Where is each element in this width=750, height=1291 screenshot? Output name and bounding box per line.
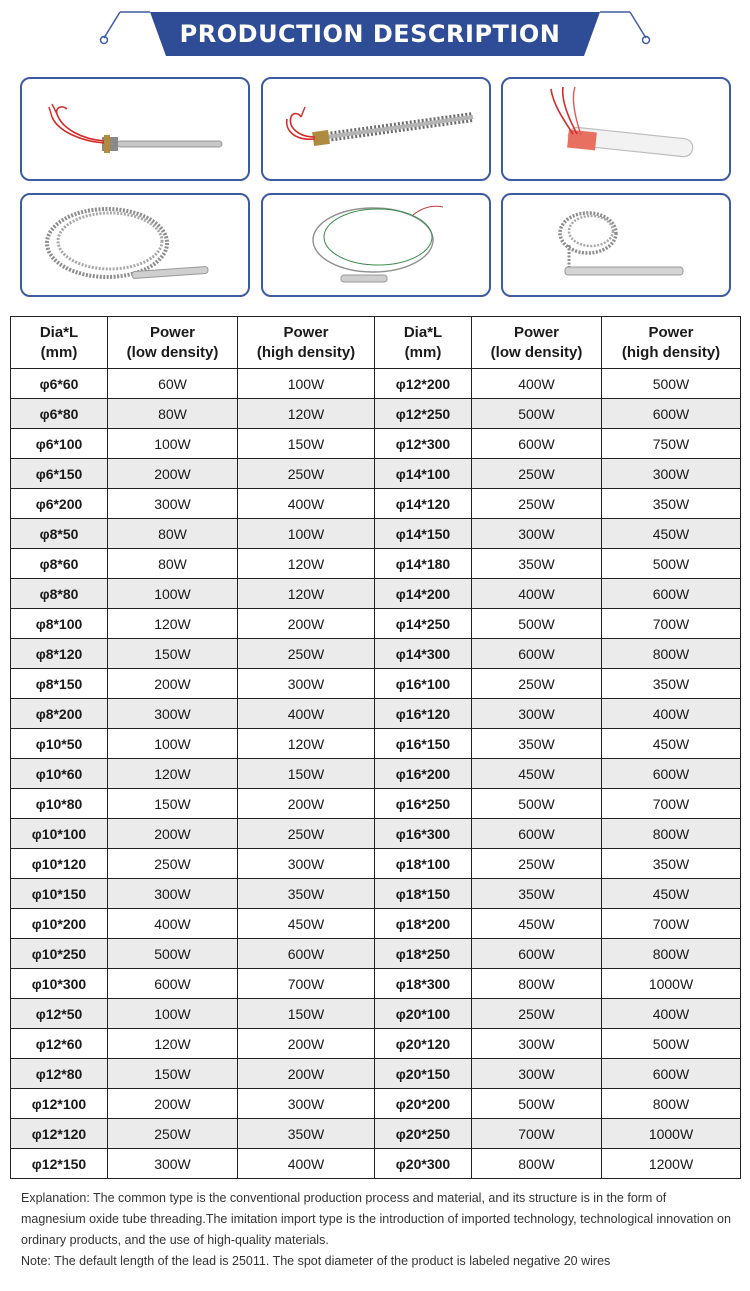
dia-length-cell: φ20*200 xyxy=(375,1089,472,1119)
power-low-cell: 200W xyxy=(108,669,238,699)
power-high-cell: 150W xyxy=(238,999,375,1029)
table-row xyxy=(11,1089,741,1119)
power-high-cell: 400W xyxy=(238,1149,375,1179)
power-low-cell: 800W xyxy=(472,969,602,999)
power-high-cell: 350W xyxy=(238,1119,375,1149)
dia-length-cell: φ14*250 xyxy=(375,609,472,639)
table-row xyxy=(11,609,741,639)
explanation-text: Explanation: The common type is the conventional production process and material, and its structure is in the form of magnesium oxide tube threading.The imitation import type is the introduction of imported technology, technological innovation on ordinary products, and the use of high-quality materials. xyxy=(21,1191,731,1247)
power-high-cell: 450W xyxy=(602,519,741,549)
notes-section xyxy=(21,1188,733,1272)
column-header-4 xyxy=(375,317,472,369)
power-high-cell: 300W xyxy=(238,1089,375,1119)
table-body xyxy=(11,369,741,1179)
dia-length-cell: φ8*150 xyxy=(11,669,108,699)
column-header-line: Dia*L xyxy=(39,323,79,341)
power-high-cell: 250W xyxy=(238,459,375,489)
power-high-cell: 800W xyxy=(602,939,741,969)
dia-length-cell: φ10*80 xyxy=(11,789,108,819)
power-low-cell: 150W xyxy=(108,639,238,669)
dia-length-cell: φ12*200 xyxy=(375,369,472,399)
column-header-6 xyxy=(602,317,741,369)
power-high-cell: 200W xyxy=(238,789,375,819)
dia-length-cell: φ14*200 xyxy=(375,579,472,609)
power-high-cell: 300W xyxy=(238,669,375,699)
power-high-cell: 1200W xyxy=(602,1149,741,1179)
power-low-cell: 80W xyxy=(108,549,238,579)
power-high-cell: 400W xyxy=(238,699,375,729)
column-header-line: (mm) xyxy=(404,343,442,361)
product-image-6 xyxy=(501,193,731,297)
dia-length-cell: φ8*80 xyxy=(11,579,108,609)
table-row xyxy=(11,1149,741,1179)
dia-length-cell: φ10*50 xyxy=(11,729,108,759)
power-high-cell: 100W xyxy=(238,369,375,399)
power-high-cell: 600W xyxy=(602,399,741,429)
power-high-cell: 750W xyxy=(602,429,741,459)
column-header-line: (high density) xyxy=(621,343,721,361)
dia-length-cell: φ20*120 xyxy=(375,1029,472,1059)
table-row xyxy=(11,1059,741,1089)
column-header-line: Dia*L xyxy=(403,323,443,341)
power-high-cell: 200W xyxy=(238,609,375,639)
table-row xyxy=(11,369,741,399)
power-high-cell: 350W xyxy=(238,879,375,909)
dia-length-cell: φ6*150 xyxy=(11,459,108,489)
power-high-cell: 250W xyxy=(238,639,375,669)
dia-length-cell: φ14*180 xyxy=(375,549,472,579)
dia-length-cell: φ14*300 xyxy=(375,639,472,669)
table-row xyxy=(11,579,741,609)
dia-length-cell: φ16*250 xyxy=(375,789,472,819)
power-low-cell: 600W xyxy=(472,639,602,669)
power-low-cell: 600W xyxy=(472,429,602,459)
dia-length-cell: φ8*60 xyxy=(11,549,108,579)
table-row xyxy=(11,999,741,1029)
table-row xyxy=(11,429,741,459)
table-row xyxy=(11,639,741,669)
table-row xyxy=(11,729,741,759)
power-low-cell: 200W xyxy=(108,819,238,849)
power-high-cell: 700W xyxy=(602,789,741,819)
power-low-cell: 200W xyxy=(108,459,238,489)
table-row xyxy=(11,759,741,789)
power-low-cell: 700W xyxy=(472,1119,602,1149)
dia-length-cell: φ6*100 xyxy=(11,429,108,459)
power-low-cell: 250W xyxy=(472,459,602,489)
power-high-cell: 350W xyxy=(602,669,741,699)
dia-length-cell: φ12*150 xyxy=(11,1149,108,1179)
power-low-cell: 100W xyxy=(108,579,238,609)
power-high-cell: 120W xyxy=(238,579,375,609)
dia-length-cell: φ14*120 xyxy=(375,489,472,519)
dia-length-cell: φ12*250 xyxy=(375,399,472,429)
power-low-cell: 300W xyxy=(472,519,602,549)
column-header-line: Power xyxy=(648,323,694,341)
power-low-cell: 600W xyxy=(472,939,602,969)
product-image-3 xyxy=(501,77,731,181)
banner-title: PRODUCTION DESCRIPTION xyxy=(179,20,561,48)
note-text: Note: The default length of the lead is 25011. The spot diameter of the product is labeled negative 20 wires xyxy=(21,1254,611,1268)
product-image-4 xyxy=(20,193,250,297)
power-low-cell: 80W xyxy=(108,519,238,549)
column-header-line: Power xyxy=(149,323,195,341)
power-low-cell: 800W xyxy=(472,1149,602,1179)
power-high-cell: 150W xyxy=(238,759,375,789)
table-row xyxy=(11,669,741,699)
dia-length-cell: φ12*100 xyxy=(11,1089,108,1119)
dia-length-cell: φ18*250 xyxy=(375,939,472,969)
dia-length-cell: φ6*60 xyxy=(11,369,108,399)
dia-length-cell: φ6*200 xyxy=(11,489,108,519)
column-header-line: (mm) xyxy=(40,343,78,361)
column-header-line: Power xyxy=(283,323,329,341)
power-high-cell: 700W xyxy=(602,609,741,639)
power-high-cell: 400W xyxy=(602,999,741,1029)
section-banner xyxy=(0,0,750,68)
power-low-cell: 250W xyxy=(472,489,602,519)
column-header-line: (high density) xyxy=(256,343,356,361)
power-low-cell: 120W xyxy=(108,609,238,639)
power-low-cell: 250W xyxy=(472,849,602,879)
dia-length-cell: φ10*60 xyxy=(11,759,108,789)
dia-length-cell: φ8*50 xyxy=(11,519,108,549)
power-high-cell: 400W xyxy=(602,699,741,729)
power-high-cell: 1000W xyxy=(602,969,741,999)
power-low-cell: 250W xyxy=(108,1119,238,1149)
dia-length-cell: φ10*300 xyxy=(11,969,108,999)
power-high-cell: 600W xyxy=(238,939,375,969)
power-low-cell: 300W xyxy=(472,1059,602,1089)
dia-length-cell: φ8*120 xyxy=(11,639,108,669)
dia-length-cell: φ12*50 xyxy=(11,999,108,1029)
dia-length-cell: φ10*150 xyxy=(11,879,108,909)
table-row xyxy=(11,879,741,909)
power-low-cell: 500W xyxy=(472,1089,602,1119)
dia-length-cell: φ12*80 xyxy=(11,1059,108,1089)
power-high-cell: 450W xyxy=(602,729,741,759)
power-low-cell: 60W xyxy=(108,369,238,399)
column-header-line: Power xyxy=(513,323,559,341)
dia-length-cell: φ16*120 xyxy=(375,699,472,729)
power-high-cell: 300W xyxy=(602,459,741,489)
power-high-cell: 800W xyxy=(602,819,741,849)
power-low-cell: 100W xyxy=(108,729,238,759)
dia-length-cell: φ16*150 xyxy=(375,729,472,759)
column-header-1 xyxy=(11,317,108,369)
product-image-1 xyxy=(20,77,250,181)
table-row xyxy=(11,399,741,429)
table-row xyxy=(11,939,741,969)
power-low-cell: 400W xyxy=(108,909,238,939)
power-high-cell: 500W xyxy=(602,549,741,579)
power-low-cell: 500W xyxy=(472,609,602,639)
power-low-cell: 400W xyxy=(472,579,602,609)
table-row xyxy=(11,519,741,549)
column-header-line: (low density) xyxy=(490,343,583,361)
dia-length-cell: φ20*250 xyxy=(375,1119,472,1149)
dia-length-cell: φ10*100 xyxy=(11,819,108,849)
power-low-cell: 500W xyxy=(472,399,602,429)
table-row xyxy=(11,699,741,729)
power-high-cell: 600W xyxy=(602,1059,741,1089)
dia-length-cell: φ12*120 xyxy=(11,1119,108,1149)
power-low-cell: 450W xyxy=(472,759,602,789)
power-low-cell: 100W xyxy=(108,429,238,459)
dia-length-cell: φ18*300 xyxy=(375,969,472,999)
column-header-3 xyxy=(238,317,375,369)
power-low-cell: 120W xyxy=(108,1029,238,1059)
table-row xyxy=(11,969,741,999)
product-image-5 xyxy=(261,193,491,297)
table-row xyxy=(11,489,741,519)
dia-length-cell: φ8*100 xyxy=(11,609,108,639)
power-low-cell: 500W xyxy=(472,789,602,819)
power-low-cell: 150W xyxy=(108,1059,238,1089)
column-header-5 xyxy=(472,317,602,369)
power-high-cell: 500W xyxy=(602,1029,741,1059)
dia-length-cell: φ10*250 xyxy=(11,939,108,969)
power-low-cell: 300W xyxy=(472,1029,602,1059)
power-high-cell: 700W xyxy=(238,969,375,999)
dia-length-cell: φ8*200 xyxy=(11,699,108,729)
power-low-cell: 600W xyxy=(108,969,238,999)
dia-length-cell: φ6*80 xyxy=(11,399,108,429)
power-high-cell: 350W xyxy=(602,489,741,519)
power-low-cell: 150W xyxy=(108,789,238,819)
power-low-cell: 300W xyxy=(108,879,238,909)
dia-length-cell: φ20*150 xyxy=(375,1059,472,1089)
dia-length-cell: φ12*60 xyxy=(11,1029,108,1059)
power-low-cell: 300W xyxy=(108,1149,238,1179)
table-row xyxy=(11,819,741,849)
power-high-cell: 700W xyxy=(602,909,741,939)
power-high-cell: 800W xyxy=(602,639,741,669)
column-header-2 xyxy=(108,317,238,369)
table-row xyxy=(11,909,741,939)
table-row xyxy=(11,1119,741,1149)
product-image-2 xyxy=(261,77,491,181)
specification-table xyxy=(10,316,741,1179)
power-high-cell: 100W xyxy=(238,519,375,549)
power-high-cell: 600W xyxy=(602,759,741,789)
power-low-cell: 300W xyxy=(472,699,602,729)
power-low-cell: 300W xyxy=(108,699,238,729)
dia-length-cell: φ20*100 xyxy=(375,999,472,1029)
table-row xyxy=(11,549,741,579)
power-high-cell: 200W xyxy=(238,1059,375,1089)
dia-length-cell: φ10*120 xyxy=(11,849,108,879)
power-high-cell: 250W xyxy=(238,819,375,849)
table-row xyxy=(11,1029,741,1059)
dia-length-cell: φ18*100 xyxy=(375,849,472,879)
power-high-cell: 300W xyxy=(238,849,375,879)
dia-length-cell: φ12*300 xyxy=(375,429,472,459)
column-header-line: (low density) xyxy=(126,343,219,361)
dia-length-cell: φ20*300 xyxy=(375,1149,472,1179)
power-high-cell: 120W xyxy=(238,549,375,579)
dia-length-cell: φ14*150 xyxy=(375,519,472,549)
power-low-cell: 400W xyxy=(472,369,602,399)
power-low-cell: 250W xyxy=(472,999,602,1029)
power-low-cell: 200W xyxy=(108,1089,238,1119)
dia-length-cell: φ18*200 xyxy=(375,909,472,939)
power-low-cell: 450W xyxy=(472,909,602,939)
table-header-row xyxy=(11,317,741,369)
power-high-cell: 600W xyxy=(602,579,741,609)
power-low-cell: 500W xyxy=(108,939,238,969)
power-high-cell: 450W xyxy=(238,909,375,939)
table-row xyxy=(11,849,741,879)
power-high-cell: 450W xyxy=(602,879,741,909)
power-low-cell: 120W xyxy=(108,759,238,789)
power-low-cell: 350W xyxy=(472,729,602,759)
power-high-cell: 400W xyxy=(238,489,375,519)
table-row xyxy=(11,459,741,489)
power-low-cell: 100W xyxy=(108,999,238,1029)
power-high-cell: 800W xyxy=(602,1089,741,1119)
dia-length-cell: φ10*200 xyxy=(11,909,108,939)
power-low-cell: 250W xyxy=(472,669,602,699)
power-low-cell: 300W xyxy=(108,489,238,519)
power-low-cell: 350W xyxy=(472,879,602,909)
power-low-cell: 250W xyxy=(108,849,238,879)
power-high-cell: 500W xyxy=(602,369,741,399)
dia-length-cell: φ16*300 xyxy=(375,819,472,849)
dia-length-cell: φ16*200 xyxy=(375,759,472,789)
dia-length-cell: φ18*150 xyxy=(375,879,472,909)
power-high-cell: 1000W xyxy=(602,1119,741,1149)
power-low-cell: 80W xyxy=(108,399,238,429)
power-low-cell: 600W xyxy=(472,819,602,849)
dia-length-cell: φ14*100 xyxy=(375,459,472,489)
power-high-cell: 120W xyxy=(238,399,375,429)
power-high-cell: 120W xyxy=(238,729,375,759)
power-high-cell: 200W xyxy=(238,1029,375,1059)
dia-length-cell: φ16*100 xyxy=(375,669,472,699)
power-high-cell: 350W xyxy=(602,849,741,879)
table-row xyxy=(11,789,741,819)
power-low-cell: 350W xyxy=(472,549,602,579)
power-high-cell: 150W xyxy=(238,429,375,459)
